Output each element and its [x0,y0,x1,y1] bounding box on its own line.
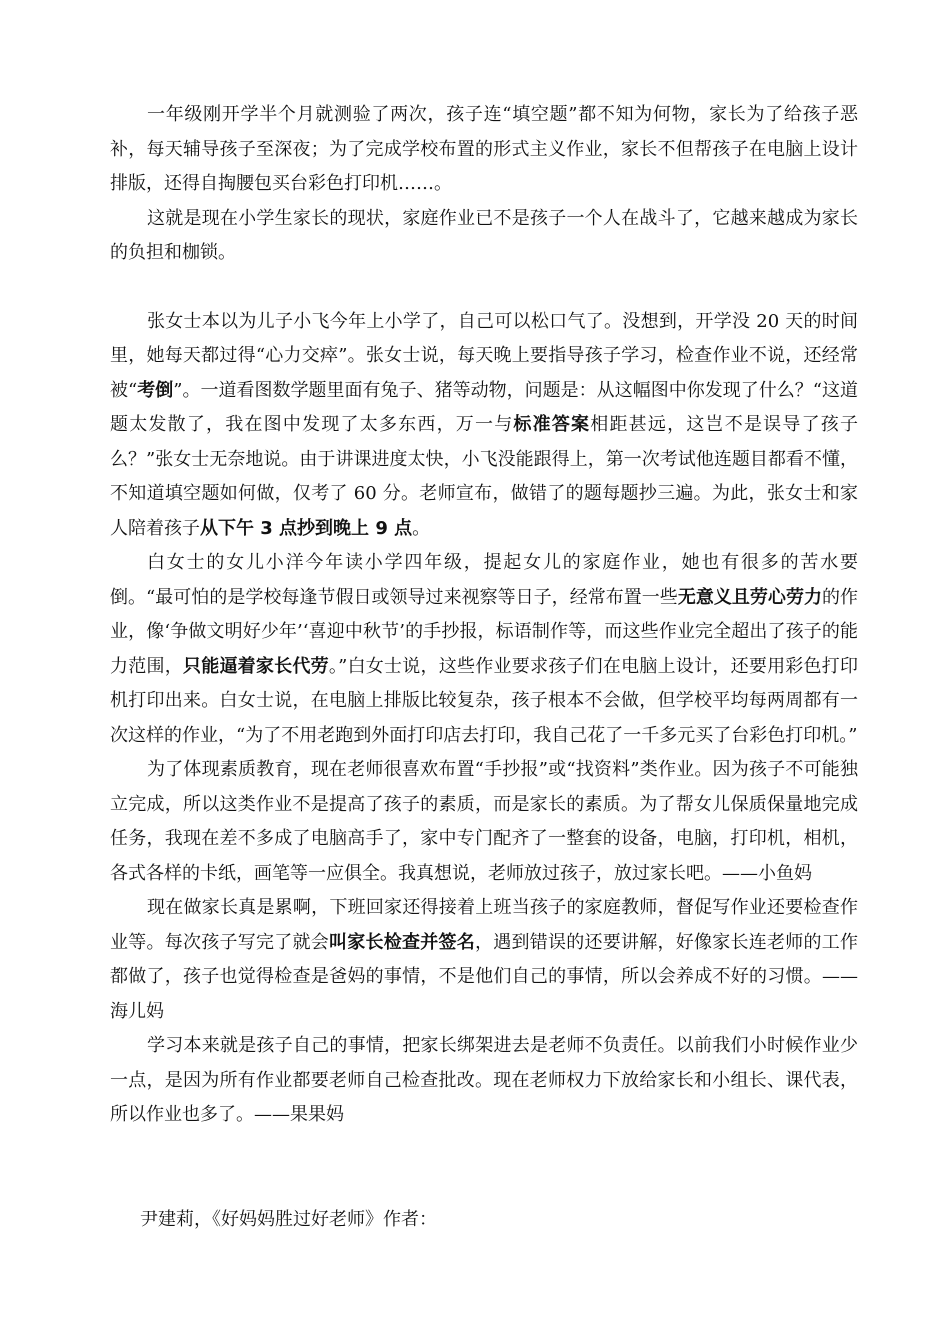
paragraph-ms-zhang [110,305,858,547]
text-segment: 白女士的女儿小洋今年读小学四年级，提起女儿的家庭作业，她也有很多的苦水要倒。“最可怕的是学校每逢节假日或领导过来视察等日子，经常布置一些 [110,552,858,608]
text-segment: 张女士本以为儿子小飞今年上小学了，自己可以松口气了。没想到，开学没 20 天的时间里，她每天都过得“心力交瘁”。张女士说，每天晚上要指导孩子学习，检查作业不说，还经常被“ [110,310,858,401]
text-segment: 为了体现素质教育，现在老师很喜欢布置“手抄报”或“找资料”类作业。因为孩子不可能独立完成，所以这类作业不是提高了孩子的素质，而是家长的素质。为了帮女儿保质保量地完成任务，我现在差不多成了电脑高手了，家中专门配齐了一整套的设备，电脑，打印机，相机，各式各样的卡纸，画笔等一应俱全。我真想说，老师放过孩子，放过家长吧。——小鱼妈 [110,759,858,884]
text-segment: ”。一道看图数学题里面有兔子、猪等动物，问题是：从这幅图中你发现了什么？“这道题太发散了，我在图中发现了太多东西，万一与 [110,379,859,435]
paragraph-haier-ma [110,891,858,1029]
text-segment: 。”白女士说，这些作业要求孩子们在电脑上设计，还要用彩色打印机打印出来。白女士说，在电脑上排版比较复杂，孩子根本不会做，但学校平均每两周都有一次这样的作业，“为了不用老跑到外面打印店去打印，我自己花了一千多元买了台彩色打印机。” [110,655,859,746]
emphasis-text: 标准答案 [513,414,591,435]
text-segment: 相距甚远，这岂不是误导了孩子么？”张女士无奈地说。由于讲课进度太快，小飞没能跟得上，第一次考试他连题目都看不懂，不知道填空题如何做，仅考了 60 分。老师宣布，做错了的题每题抄三遍。为此，张女士和家人陪着孩子 [110,414,859,539]
text-segment: ，遇到错误的还要讲解，好像家长连老师的工作都做了，孩子也觉得检查是爸妈的事情，不是他们自己的事情，所以会养成不好的习惯。——海儿妈 [110,931,858,1022]
emphasis-text: 无意义且劳心劳力 [677,586,822,608]
text-segment: 的作业，像‘争做文明好少年’‘喜迎中秋节’的手抄报，标语制作等，而这些作业完全超出了孩子的能力范围， [110,586,859,677]
author-line: 尹建莉，《好妈妈胜过好老师》作者： [140,1208,437,1230]
paragraph-summary [110,202,858,271]
text-segment: 学习本来就是孩子自己的事情，把家长绑架进去是老师不负责任。以前我们小时候作业少一点，是因为所有作业都要老师自己检查批改。现在老师权力下放给家长和小组长、课代表，所以作业也多了。——果果妈 [110,1035,858,1125]
text-segment: 这就是现在小学生家长的现状，家庭作业已不是孩子一个人在战斗了，它越来越成为家长的负担和枷锁。 [110,207,858,263]
text-segment: 。 [412,517,431,539]
emphasis-text: 考倒 [137,379,174,401]
paragraph-guoguo-ma [110,1029,858,1133]
emphasis-text: 只能逼着家长代劳 [182,655,329,677]
paragraph-xiaoyu-ma [110,753,858,891]
paragraph-ms-bai [110,546,858,753]
paragraph-intro [110,98,858,202]
emphasis-text: 从下午 3 点抄到晚上 9 点 [200,517,413,539]
document-body [110,98,858,1237]
text-segment: 一年级刚开学半个月就测验了两次，孩子连“填空题”都不知为何物，家长为了给孩子恶补，每天辅导孩子至深夜；为了完成学校布置的形式主义作业，家长不但帮孩子在电脑上设计排版，还得自掏腰包买台彩色打印机……。 [110,104,858,194]
emphasis-text: 叫家长检查并签名 [329,931,475,953]
text-segment: 现在做家长真是累啊，下班回家还得接着上班当孩子的家庭教师，督促写作业还要检查作业等。每次孩子写完了就会 [110,897,858,953]
